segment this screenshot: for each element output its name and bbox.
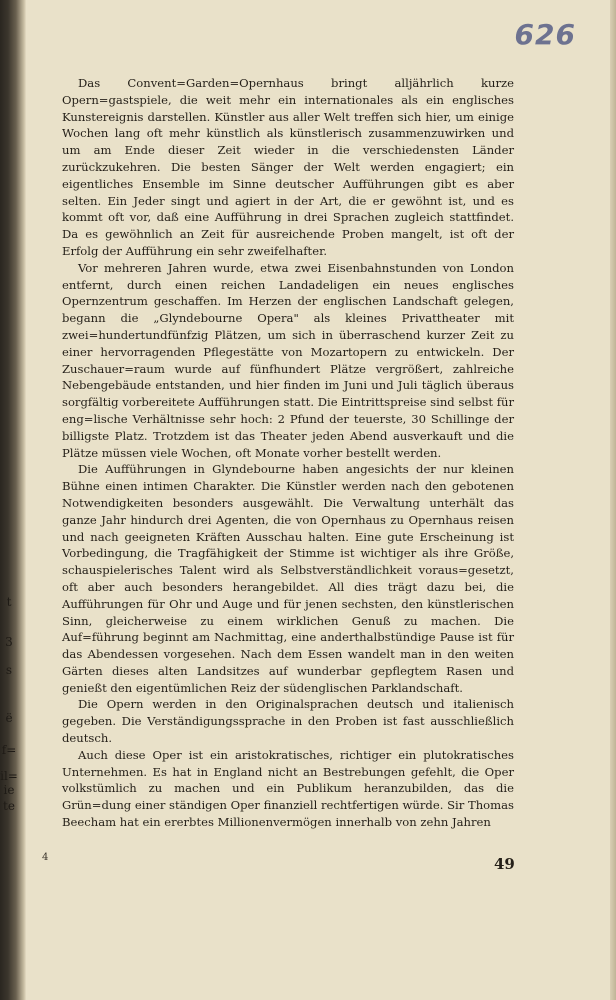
bleed-through-mark: 3 — [5, 635, 13, 649]
paragraph: Auch diese Oper ist ein aristokratisches, richtiger ein plutokratisches Unternehmen. Es hat in England nicht an Bestrebungen gefehlt, die Oper volkstümlich zu machen und ein Publikum heranzubilden, das die Grün=dung einer ständigen Oper finanziell rechtfertigen würde. Sir Thomas Beecham hat ein ererbtes Millionenvermögen innerhalb von zehn Jahren — [62, 747, 514, 830]
body-text — [62, 75, 514, 831]
page-edge — [610, 0, 616, 1000]
paragraph: Vor mehreren Jahren wurde, etwa zwei Eisenbahnstunden von London entfernt, durch einen reichen Landadeligen ein neues englisches Opernzentrum geschaffen. Im Herzen der englischen Landschaft gelegen, begann die „Glyndebourne Opera" als kleines Privattheater mit zwei=hundertundfünfzig Plätzen, um sich in überraschend kurzer Zeit zu einer hervorragenden Pflegestätte von Mozartopern zu entwickeln. Der Zuschauer=raum wurde auf fünfhundert Plätze vergrößert, zahlreiche Nebengebäude entstanden, und hier finden im Juni und Juli täglich überaus sorgfältig vorbereitete Aufführungen statt. Die Eintrittspreise sind selbst für eng=lische Verhältnisse sehr hoch: 2 Pfund der teuerste, 30 Schillinge der billigste Platz. Trotzdem ist das Theater jeden Abend ausverkauft und die Plätze müssen viele Wochen, oft Monate vorher bestellt werden. — [62, 260, 514, 460]
bleed-through-mark: f= — [1, 743, 17, 757]
book-binding-shadow — [0, 0, 26, 1000]
paragraph: Die Aufführungen in Glyndebourne haben angesichts der nur kleinen Bühne einen intimen Charakter. Die Künstler werden nach den gebotenen Notwendigkeiten besonders ausgewählt. Die Verwaltung unterhält das ganze Jahr hindurch drei Agenten, die von Opernhaus zu Opernhaus reisen und nach geeigneten Kräften Ausschau halten. Eine gute Erscheinung ist Vorbedingung, die Tragfähigkeit der Stimme ist wichtiger als ihre Größe, schauspielerisches Talent wird als Selbstverständlichkeit voraus=gesetzt, oft aber auch besonders herangebildet. All dies trägt dazu bei, die Aufführungen für Ohr und Auge und für jenen sechsten, den künstlerischen Sinn, gleicherweise zu einem wirklichen Genuß zu machen. Die Auf=führung beginnt am Nachmittag, eine anderthalbstündige Pause ist für das Abendessen vorgesehen. Nach dem Essen wandelt man in den weiten Gärten dieses alten Landsitzes auf wunderbar gepflegtem Rasen und genießt den eigentümlichen Reiz der südenglischen Parklandschaft. — [62, 462, 514, 695]
paragraph: Die Opern werden in den Originalsprachen deutsch und italienisch gegeben. Die Verständigungssprache in den Proben ist fast ausschließlich deutsch. — [62, 697, 514, 746]
bleed-through-mark: ie — [3, 783, 15, 797]
bleed-through-mark: s — [5, 663, 13, 677]
bleed-through-mark: il= — [0, 769, 18, 783]
bleed-through-mark: te — [3, 799, 15, 813]
bleed-through-mark: ë — [5, 711, 13, 725]
bleed-through-mark: t — [6, 595, 12, 609]
page-number: 49 — [494, 855, 515, 873]
paragraph: Das Convent=Garden=Opernhaus bringt alljährlich kurze Opern=gastspiele, die weit mehr ein internationales als ein englisches Kunstereignis darstellen. Künstler aus aller Welt treffen sich hier, um einige Wochen lang oft mehr künstlich als künstlerisch zusammenzuwirken und um am Ende dieser Zeit wieder in die verschiedensten Länder zurückzukehren. Die besten Sänger der Welt werden engagiert; ein eigentliches Ensemble im Sinne deutscher Aufführungen gibt es aber selten. Ein Jeder singt und agiert in der Art, die er gewöhnt ist, und es kommt oft vor, daß eine Aufführung in drei Sprachen zugleich stattfindet. Da es gewöhnlich an Zeit für ausreichende Proben mangelt, ist oft der Erfolg der Aufführung ein sehr zweifelhafter. — [62, 76, 514, 258]
archive-folio-number: 626 — [514, 18, 576, 51]
signature-mark: 4 — [42, 852, 49, 863]
